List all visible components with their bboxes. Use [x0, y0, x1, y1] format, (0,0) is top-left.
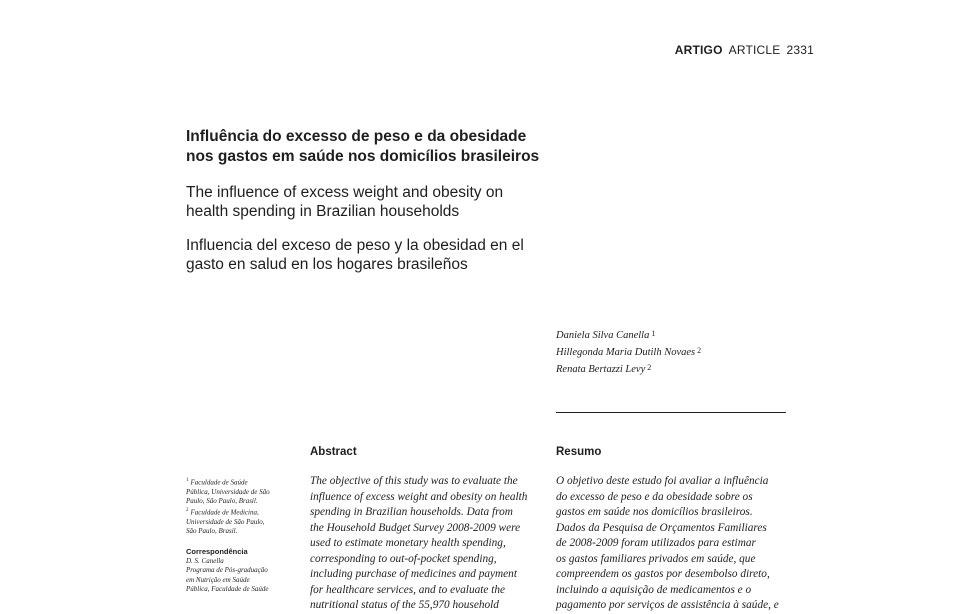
affiliation-line: São Paulo, Brasil.	[186, 527, 238, 536]
abstract-line: nutritional status of the 55,970 household	[310, 599, 499, 611]
author-list	[556, 326, 701, 377]
abstract-line: spending in Brazilian households. Data from	[310, 506, 513, 518]
resumo-line: compreendem os gastos por desembolso direto,	[556, 568, 770, 580]
abstract-line: used to estimate monetary health spending,	[310, 537, 506, 549]
resumo-line: incluindo a aquisição de medicamentos e o	[556, 583, 752, 596]
author-name: Daniela Silva Canella	[556, 330, 650, 341]
title-line: Influência do excesso de peso e da obesidade	[186, 128, 527, 145]
abstract-line: for healthcare services, and to evaluate the	[310, 583, 506, 596]
resumo-line: de 2008-2009 foram utilizados para estimar	[556, 537, 756, 549]
affiliation-line: Universidade de São Paulo,	[186, 517, 265, 526]
affiliation-number: 2	[186, 508, 189, 514]
running-header	[675, 43, 814, 57]
author	[556, 326, 701, 343]
title-line: Influencia del exceso de peso y la obesidad en el	[186, 237, 524, 254]
correspondence-line: Programa de Pós-graduação	[186, 566, 268, 575]
title-line: health spending in Brazilian households	[186, 203, 460, 220]
abstract-body	[310, 474, 542, 614]
resumo-line: Dados da Pesquisa de Orçamentos Familiares	[556, 521, 767, 534]
abstract-line: The objective of this study was to evaluate the	[310, 475, 518, 487]
title-portuguese	[186, 127, 546, 167]
resumo-line: do excesso de peso e da obesidade sobre os	[556, 490, 753, 503]
author-name: Renata Bertazzi Levy	[556, 364, 646, 375]
author-affiliation-marker: 2	[647, 363, 652, 372]
resumo-line: O objetivo deste estudo foi avaliar a influência	[556, 475, 769, 487]
correspondence-line: D. S. Canella	[186, 557, 224, 565]
resumo-body	[556, 474, 788, 614]
abstract-line: the Household Budget Survey 2008-2009 were	[310, 521, 521, 534]
title-line: nos gastos em saúde nos domicílios brasileiros	[186, 148, 540, 165]
resumo-heading: Resumo	[556, 446, 602, 458]
author	[556, 343, 701, 360]
affiliations-note	[186, 476, 296, 536]
title-line: gasto en salud en los hogares brasileños	[186, 256, 468, 273]
section-label-en: ARTICLE	[728, 43, 781, 57]
resumo-line: gastos em saúde nos domicílios brasileiros.	[556, 506, 753, 518]
divider-rule	[556, 412, 786, 413]
author-affiliation-marker: 2	[697, 346, 702, 355]
correspondence-line: Pública, Faculdade de Saúde	[186, 584, 269, 593]
correspondence-line: em Nutrição em Saúde	[186, 575, 250, 584]
abstract-line: influence of excess weight and obesity on health	[310, 490, 528, 503]
resumo-line: pagamento por serviços de assistência à saúde, e	[556, 599, 779, 611]
abstract-line: including purchase of medicines and payment	[310, 568, 517, 580]
title-line: The influence of excess weight and obesity on	[186, 184, 504, 201]
author-affiliation-marker: 1	[651, 329, 656, 338]
author-name: Hillegonda Maria Dutilh Novaes	[556, 347, 696, 358]
affiliation-number: 1	[186, 478, 189, 483]
resumo-line: os gastos familiares privados em saúde, que	[556, 552, 756, 565]
title-english	[186, 183, 546, 221]
correspondence-heading: Correspondência	[186, 547, 248, 556]
title-spanish	[186, 236, 546, 274]
section-label-pt: ARTIGO	[674, 43, 723, 57]
affiliation-line: Paulo, São Paulo, Brasil.	[186, 496, 258, 505]
affiliation-line: $^2$ Faculdade de Medicina,	[186, 508, 259, 517]
abstract-line: corresponding to out-of-pocket spending,	[310, 552, 497, 565]
author	[556, 360, 701, 377]
correspondence-note	[186, 557, 296, 594]
page-number: 2331	[786, 43, 814, 57]
abstract-heading: Abstract	[310, 446, 357, 458]
affiliation-line: Pública, Universidade de São	[186, 487, 270, 496]
affiliation-line: $^1$ Faculdade de Saúde	[186, 478, 248, 487]
